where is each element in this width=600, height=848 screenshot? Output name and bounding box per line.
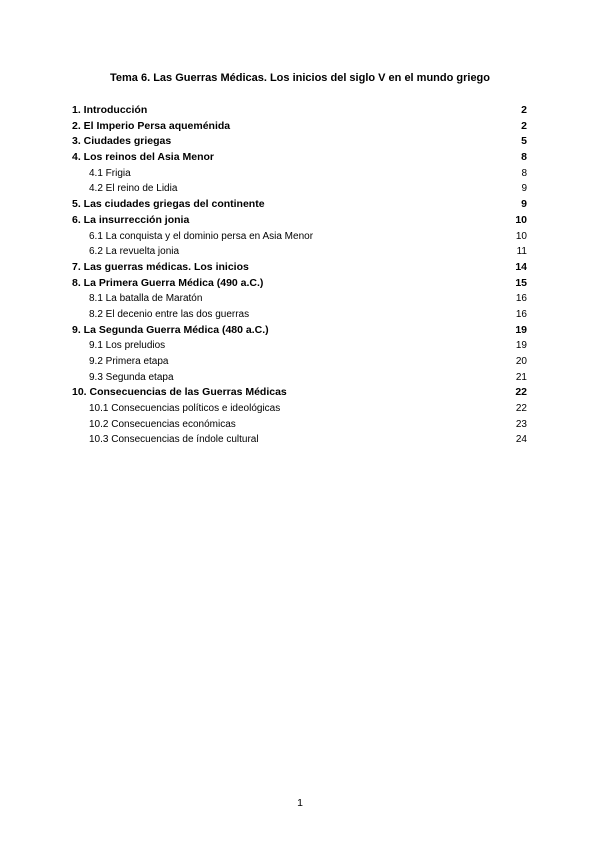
toc-subentry[interactable]	[72, 244, 527, 260]
toc-subentry[interactable]	[72, 417, 527, 433]
toc-entry[interactable]	[72, 134, 527, 150]
toc-entry-page: 20	[515, 356, 527, 367]
toc-subentry[interactable]	[72, 354, 527, 370]
page-number: 1	[297, 797, 303, 809]
toc-entry[interactable]	[72, 197, 527, 213]
toc-subentry[interactable]	[72, 291, 527, 307]
toc-subentry[interactable]	[72, 181, 527, 197]
toc-entry-label: 9.1 Los preludios	[89, 340, 166, 352]
toc-entry-page: 19	[515, 323, 527, 336]
toc-subentry[interactable]	[72, 166, 527, 182]
document-title: Tema 6. Las Guerras Médicas. Los inicios del siglo V en el mundo griego	[109, 72, 490, 84]
toc-entry-label: 8. La Primera Guerra Médica (490 a.C.)	[72, 276, 264, 289]
toc-entry-label: 6.1 La conquista y el dominio persa en Asia Menor	[89, 230, 314, 242]
toc-entry-label: 2. El Imperio Persa aqueménida	[72, 119, 231, 132]
toc-entry-page: 10	[515, 213, 527, 226]
toc-entry-page: 9	[521, 183, 527, 195]
toc-entry-label: 9.3 Segunda etapa	[89, 371, 174, 383]
toc-entry-page: 5	[521, 135, 527, 148]
toc-entry[interactable]	[72, 103, 527, 119]
toc-entry-page: 10	[515, 230, 527, 242]
toc-entry[interactable]	[72, 150, 527, 166]
toc-entry-label: 5. Las ciudades griegas del continente	[72, 198, 265, 211]
toc-entry-label: 8.2 El decenio entre las dos guerras	[89, 308, 250, 320]
toc-subentry[interactable]	[72, 229, 527, 245]
toc-entry[interactable]	[72, 213, 527, 229]
toc-entry-page: 2	[521, 104, 527, 116]
toc-entry[interactable]	[72, 323, 527, 339]
toc-entry-page: 11	[516, 246, 527, 258]
toc-entry-page: 19	[515, 340, 527, 352]
toc-entry-label: 10.2 Consecuencias económicas	[89, 418, 236, 430]
toc-entry-label: 1. Introducción	[72, 104, 148, 116]
toc-entry-page: 23	[515, 418, 527, 430]
toc-entry-label: 6. La insurrección jonia	[72, 213, 190, 226]
toc-entry[interactable]	[72, 385, 527, 401]
toc-entry-label: 3. Ciudades griegas	[72, 135, 172, 148]
toc-entry-page: 16	[515, 293, 527, 305]
toc-entry-label: 10. Consecuencias de las Guerras Médicas	[72, 386, 287, 399]
toc-entry-page: 8	[521, 167, 527, 179]
toc-entry-page: 14	[515, 260, 527, 273]
toc-entry-label: 7. Las guerras médicas. Los inicios	[72, 260, 249, 273]
toc-entry-page: 24	[515, 434, 527, 446]
toc-entry-page: 22	[515, 386, 527, 399]
toc-entry-label: 6.2 La revuelta jonia	[89, 246, 180, 258]
toc-subentry[interactable]	[72, 432, 527, 448]
toc-entry[interactable]	[72, 276, 527, 292]
toc-entry-page: 8	[521, 151, 527, 164]
toc-entry-page: 22	[515, 403, 527, 415]
toc-subentry[interactable]	[72, 307, 527, 323]
table-of-contents	[72, 103, 527, 448]
toc-entry-label: 10.1 Consecuencias políticos e ideológicas	[89, 403, 281, 415]
toc-entry-label: 9.2 Primera etapa	[89, 356, 169, 367]
toc-entry-label: 10.3 Consecuencias de índole cultural	[89, 434, 259, 446]
toc-subentry[interactable]	[72, 401, 527, 417]
toc-entry[interactable]	[72, 260, 527, 276]
toc-entry-label: 4. Los reinos del Asia Menor	[72, 151, 214, 164]
toc-entry-label: 4.1 Frigia	[89, 167, 131, 179]
toc-entry-page: 16	[515, 308, 527, 320]
toc-entry[interactable]	[72, 119, 527, 135]
toc-entry-page: 15	[515, 276, 527, 289]
toc-entry-label: 9. La Segunda Guerra Médica (480 a.C.)	[72, 323, 269, 336]
toc-entry-page: 2	[521, 119, 527, 132]
toc-entry-label: 4.2 El reino de Lidia	[89, 183, 178, 195]
toc-entry-page: 9	[521, 198, 527, 211]
toc-entry-label: 8.1 La batalla de Maratón	[89, 293, 203, 305]
toc-subentry[interactable]	[72, 370, 527, 386]
toc-subentry[interactable]	[72, 338, 527, 354]
toc-entry-page: 21	[515, 371, 527, 383]
